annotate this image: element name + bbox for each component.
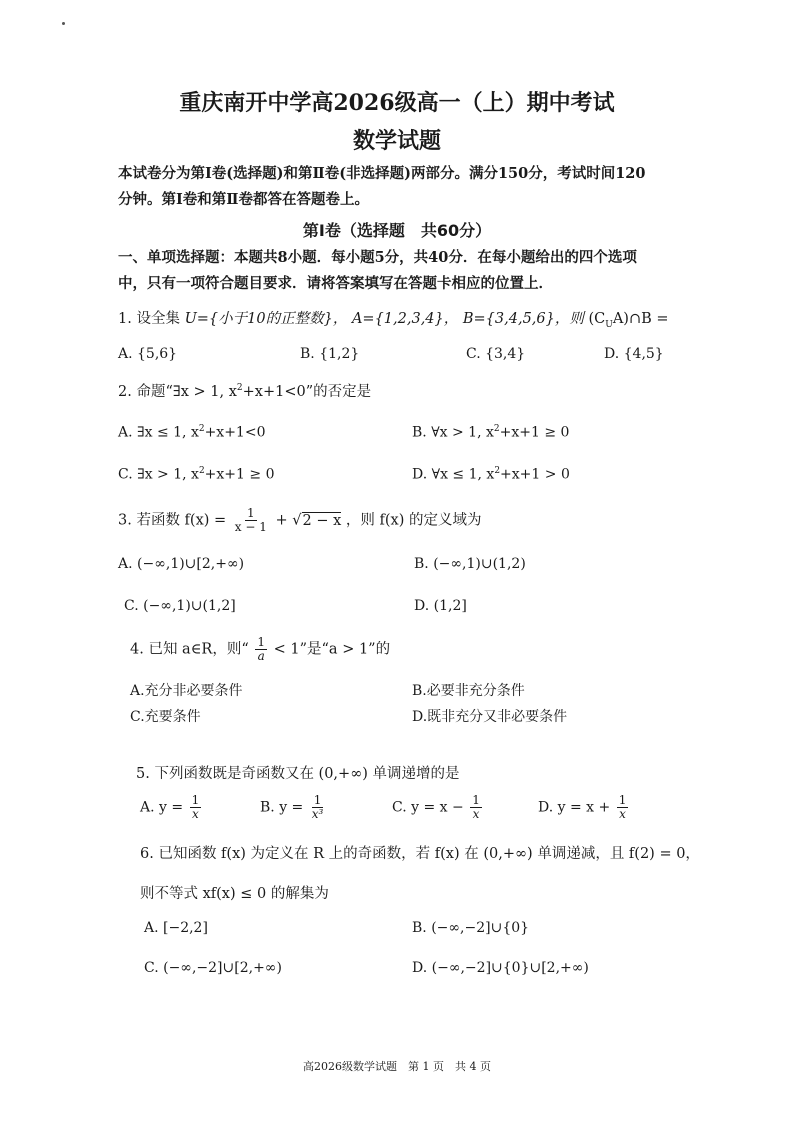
question-2-stem <box>118 380 371 401</box>
q3-frac-den: x − 1 <box>234 520 267 534</box>
q1-option-d[interactable]: D. {4,5} <box>604 346 664 362</box>
q6-option-b[interactable]: B. (−∞,−2]∪{0} <box>412 920 530 936</box>
q2-c-exp: 2 <box>198 466 205 476</box>
q4-option-c[interactable]: C.充要条件 <box>130 709 201 725</box>
q2-a-tail: +x+1<0 <box>204 424 266 441</box>
q2-option-d[interactable] <box>412 466 570 483</box>
question-4-stem <box>130 636 390 663</box>
q2-d-tail: +x+1 > 0 <box>500 466 570 483</box>
q5-c-fraction <box>470 794 482 821</box>
exam-subtitle: 数学试题 <box>352 128 441 154</box>
q4-option-d[interactable]: D.既非充分又非必要条件 <box>412 709 568 725</box>
q1-option-a[interactable]: A. {5,6} <box>118 346 178 362</box>
q3-option-b[interactable]: B. (−∞,1)∪(1,2) <box>414 556 526 572</box>
q2-prefix: 2. 命题“∃x > 1, x <box>118 384 237 400</box>
q2-b-text: B. ∀x > 1, x <box>412 424 494 441</box>
exam-title: 重庆南开中学高2026级高一（上）期中考试 <box>179 90 615 116</box>
q4-frac-num: 1 <box>257 635 266 649</box>
q5-d-text: D. y = x + <box>538 799 611 816</box>
q3-option-c[interactable]: C. (−∞,1)∪(1,2] <box>124 598 236 614</box>
q5-b-fraction <box>310 794 326 821</box>
section-heading: 第Ⅰ卷（选择题 共60分） <box>302 221 492 240</box>
q3-option-a[interactable]: A. (−∞,1)∪[2,+∞) <box>118 556 245 572</box>
q4-prefix: 4. 已知 a∈R，则“ <box>130 641 249 658</box>
q4-frac-den: a <box>257 649 265 663</box>
question-5-stem: 5. 下列函数既是奇函数又在 (0,+∞) 单调递增的是 <box>136 766 460 782</box>
intro-line-2: 分钟。第Ⅰ卷和第Ⅱ卷都答在答题卷上。 <box>118 191 370 208</box>
q5-a-fraction <box>190 794 202 821</box>
q5-option-b[interactable] <box>260 794 327 821</box>
q3-fraction <box>233 507 269 534</box>
q6-option-a[interactable]: A. [−2,2] <box>144 920 208 936</box>
q5-c-num: 1 <box>472 793 480 807</box>
q5-c-text: C. y = x − <box>392 799 464 816</box>
q5-option-d[interactable] <box>538 794 630 821</box>
q3-sqrt-sign: √ <box>292 512 302 529</box>
q5-a-num: 1 <box>191 793 200 807</box>
q1-complement-sub: U <box>605 319 613 330</box>
q1-prefix: 1. 设全集 <box>118 311 180 327</box>
q5-c-den: x <box>472 807 480 821</box>
q1-option-c[interactable]: C. {3,4} <box>466 346 526 362</box>
q2-c-text: C. ∃x > 1, x <box>118 466 199 483</box>
q6-option-c[interactable]: C. (−∞,−2]∪[2,+∞) <box>144 960 282 976</box>
section-instruction-1: 一、单项选择题：本题共8小题．每小题5分，共40分．在每小题给出的四个选项 <box>118 249 637 266</box>
q4-option-a[interactable]: A.充分非必要条件 <box>130 683 243 699</box>
q2-c-tail: +x+1 ≥ 0 <box>204 466 275 483</box>
q5-a-text: A. y = <box>140 799 184 816</box>
scan-speck <box>62 22 65 25</box>
q2-suffix: +x+1<0”的否定是 <box>242 384 372 400</box>
q2-b-tail: +x+1 ≥ 0 <box>499 424 570 441</box>
q5-d-den: x <box>619 807 626 821</box>
q2-a-exp: 2 <box>198 424 205 434</box>
question-6-stem-line-1: 6. 已知函数 f(x) 为定义在 R 上的奇函数，若 f(x) 在 (0,+∞) 单调递减，且 f(2) = 0， <box>140 846 700 862</box>
q3-plus: + <box>275 512 288 529</box>
q3-prefix: 3. 若函数 f(x) = <box>118 512 227 529</box>
question-1-stem <box>118 307 669 330</box>
q1-complement: (C <box>588 311 606 327</box>
q3-suffix: ，则 f(x) 的定义域为 <box>345 512 482 529</box>
q4-suffix: < 1”是“a > 1”的 <box>273 641 391 658</box>
q2-exponent: 2 <box>236 383 243 394</box>
page-footer: 高2026级数学试题 第 1 页 共 4 页 <box>303 1060 491 1073</box>
q2-d-text: D. ∀x ≤ 1, x <box>412 466 495 483</box>
q6-option-d[interactable]: D. (−∞,−2]∪{0}∪[2,+∞) <box>412 960 589 976</box>
q3-option-d[interactable]: D. (1,2] <box>414 598 467 614</box>
q4-fraction <box>255 636 267 663</box>
section-instruction-2: 中，只有一项符合题目要求．请将答案填写在答题卡相应的位置上． <box>118 275 553 292</box>
q5-b-den: x³ <box>311 807 324 821</box>
q1-tail: A)∩B = <box>612 311 669 327</box>
q5-option-a[interactable] <box>140 794 203 821</box>
q5-a-den: x <box>191 807 199 821</box>
q5-d-num: 1 <box>618 793 627 807</box>
q1-option-b[interactable]: B. {1,2} <box>300 346 360 362</box>
q5-b-text: B. y = <box>260 799 304 816</box>
q1-set-a: A={1,2,3,4}， <box>351 311 459 327</box>
q2-a-text: A. ∃x ≤ 1, x <box>118 424 199 441</box>
q2-option-b[interactable] <box>412 424 569 441</box>
question-6-stem-line-2: 则不等式 xf(x) ≤ 0 的解集为 <box>140 886 329 902</box>
q3-sqrt-body: 2 − x <box>302 512 342 529</box>
intro-line-1: 本试卷分为第Ⅰ卷(选择题)和第Ⅱ卷(非选择题)两部分。满分150分，考试时间120 <box>118 165 646 182</box>
q1-set-b: B={3,4,5,6}，则 <box>462 311 584 327</box>
q2-d-exp: 2 <box>494 466 501 476</box>
q5-option-c[interactable] <box>392 794 484 821</box>
q5-d-fraction <box>617 794 629 821</box>
q1-set-u: U={小于10的正整数}， <box>184 311 348 327</box>
q2-b-exp: 2 <box>493 424 500 434</box>
q2-option-a[interactable] <box>118 424 265 441</box>
q4-option-b[interactable]: B.必要非充分条件 <box>412 683 525 699</box>
q5-b-num: 1 <box>313 793 322 807</box>
q2-option-c[interactable] <box>118 466 274 483</box>
question-3-stem <box>118 507 481 534</box>
q3-frac-num: 1 <box>247 506 255 520</box>
